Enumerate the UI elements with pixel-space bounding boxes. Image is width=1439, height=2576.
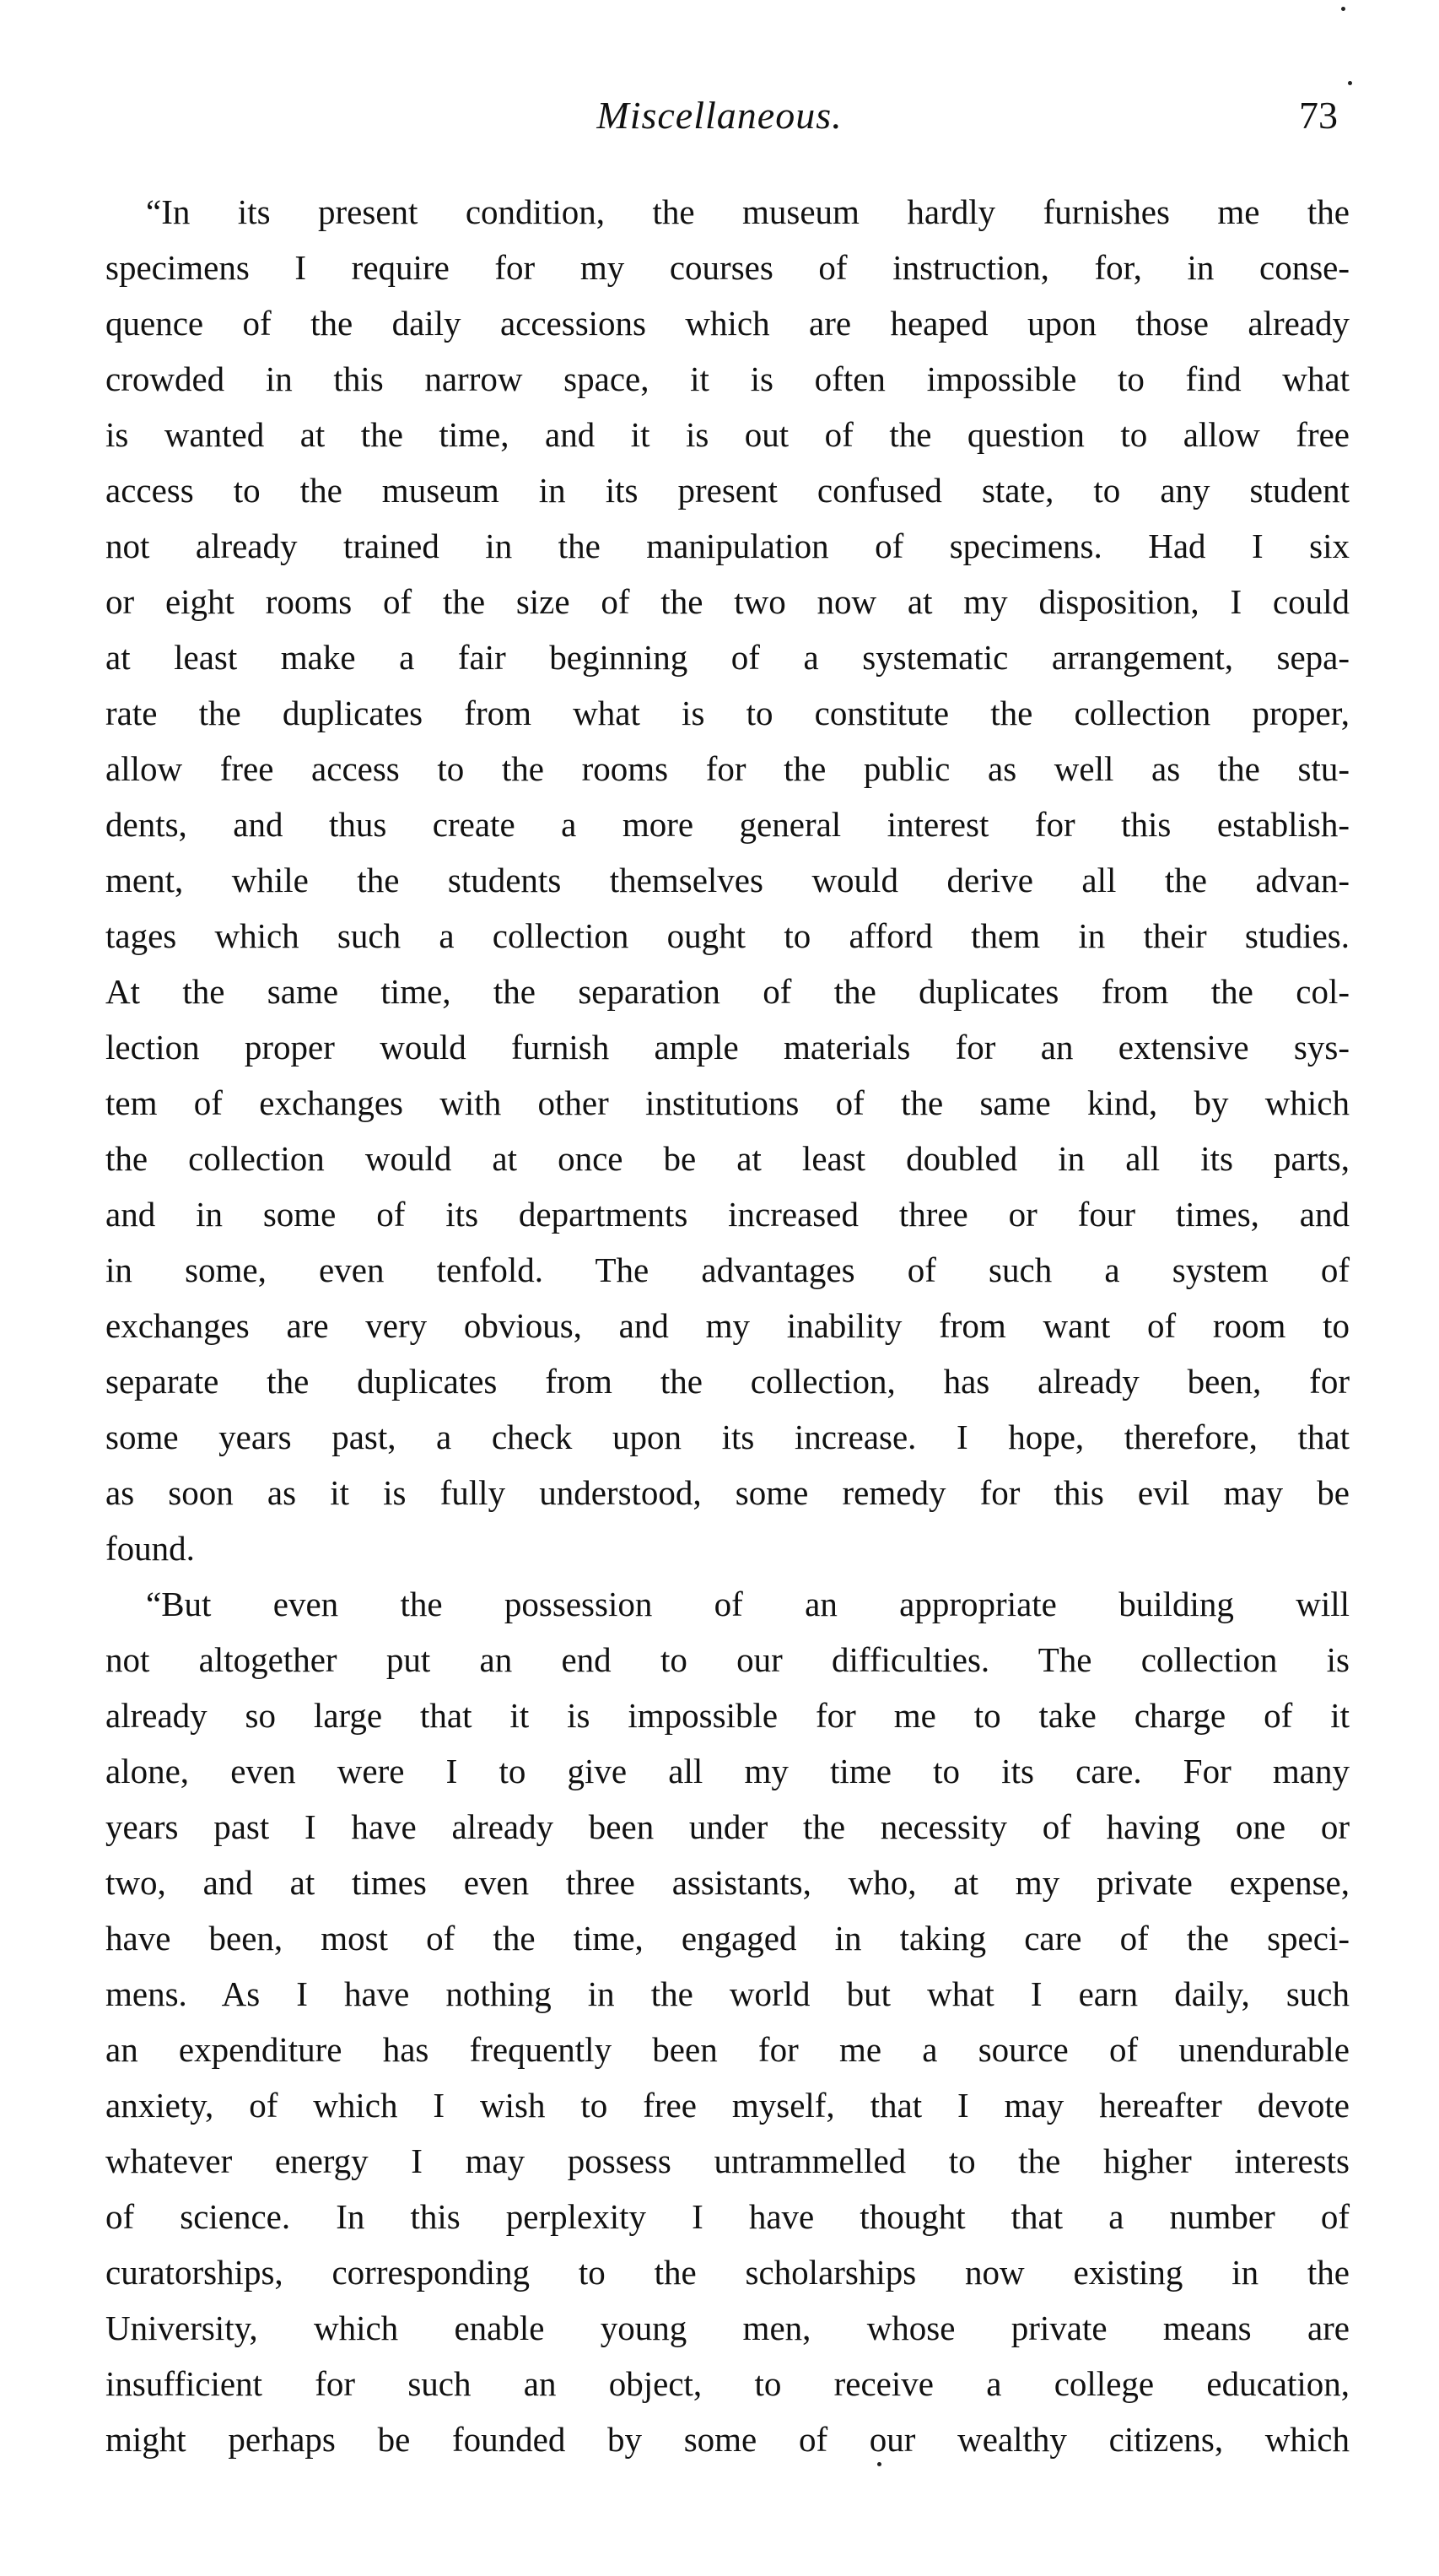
print-speck <box>1348 81 1352 85</box>
text-line: have been, most of the time, engaged in taking care of the speci- <box>105 1919 1350 1958</box>
text-line: mens. As I have nothing in the world but what I earn daily, such <box>105 1974 1350 2013</box>
running-head <box>101 93 1338 143</box>
text-line: specimens I require for my courses of instruction, for, in conse- <box>105 248 1350 287</box>
text-line: not altogether put an end to our difficulties. The collection is <box>105 1640 1350 1679</box>
text-line: at least make a fair beginning of a systematic arrangement, sepa- <box>105 638 1350 677</box>
text-line: not already trained in the manipulation of specimens. Had I six <box>105 527 1350 565</box>
text-line: quence of the daily accessions which are heaped upon those already <box>105 304 1350 343</box>
text-line: tem of exchanges with other institutions of the same kind, by which <box>105 1083 1350 1122</box>
print-speck <box>1341 7 1345 11</box>
text-line: “In its present condition, the museum hardly furnishes me the <box>146 192 1350 231</box>
text-line: insufficient for such an object, to receive a college education, <box>105 2364 1350 2403</box>
text-line: might perhaps be founded by some of our wealthy citizens, which <box>105 2420 1350 2459</box>
text-line: some years past, a check upon its increase. I hope, therefore, that <box>105 1418 1350 1456</box>
text-line: already so large that it is impossible for me to take charge of it <box>105 1696 1350 1735</box>
text-line: anxiety, of which I wish to free myself, that I may hereafter devote <box>105 2086 1350 2125</box>
text-line: “But even the possession of an appropriate building will <box>146 1585 1350 1623</box>
text-line: exchanges are very obvious, and my inability from want of room to <box>105 1306 1350 1345</box>
text-line: separate the duplicates from the collection, has already been, for <box>105 1362 1350 1401</box>
text-line: allow free access to the rooms for the public as well as the stu- <box>105 749 1350 788</box>
text-line: whatever energy I may possess untrammelled to the higher interests <box>105 2141 1350 2180</box>
text-line: alone, even were I to give all my time to its care. For many <box>105 1752 1350 1790</box>
text-line: years past I have already been under the necessity of having one or <box>105 1807 1350 1846</box>
text-line: is wanted at the time, and it is out of the question to allow free <box>105 415 1350 454</box>
text-line: University, which enable young men, whose private means are <box>105 2309 1350 2347</box>
running-title: Miscellaneous. <box>596 94 843 137</box>
text-line: in some, even tenfold. The advantages of such a system of <box>105 1250 1350 1289</box>
text-line: of science. In this perplexity I have thought that a number of <box>105 2197 1350 2236</box>
text-line: the collection would at once be at least doubled in all its parts, <box>105 1139 1350 1178</box>
text-line: crowded in this narrow space, it is often impossible to find what <box>105 359 1350 398</box>
page-number: 73 <box>1299 94 1338 137</box>
text-line: as soon as it is fully understood, some remedy for this evil may be <box>105 1473 1350 1512</box>
text-body <box>105 184 1350 2467</box>
text-line: access to the museum in its present confused state, to any student <box>105 471 1350 510</box>
text-line: tages which such a collection ought to afford them in their studies. <box>105 916 1350 955</box>
print-speck <box>877 2462 881 2466</box>
text-line: two, and at times even three assistants, who, at my private expense, <box>105 1863 1350 1902</box>
text-line: an expenditure has frequently been for me a source of unendurable <box>105 2030 1350 2069</box>
text-line: or eight rooms of the size of the two now at my disposition, I could <box>105 582 1350 621</box>
text-line: dents, and thus create a more general interest for this establish- <box>105 805 1350 844</box>
text-line: found. <box>105 1529 195 1568</box>
text-line: ment, while the students themselves would derive all the advan- <box>105 861 1350 899</box>
text-line: lection proper would furnish ample materials for an extensive sys- <box>105 1028 1350 1067</box>
text-line: curatorships, corresponding to the scholarships now existing in the <box>105 2253 1350 2292</box>
text-line: At the same time, the separation of the duplicates from the col- <box>105 972 1350 1011</box>
text-line: and in some of its departments increased three or four times, and <box>105 1195 1350 1234</box>
text-line: rate the duplicates from what is to constitute the collection proper, <box>105 694 1350 732</box>
